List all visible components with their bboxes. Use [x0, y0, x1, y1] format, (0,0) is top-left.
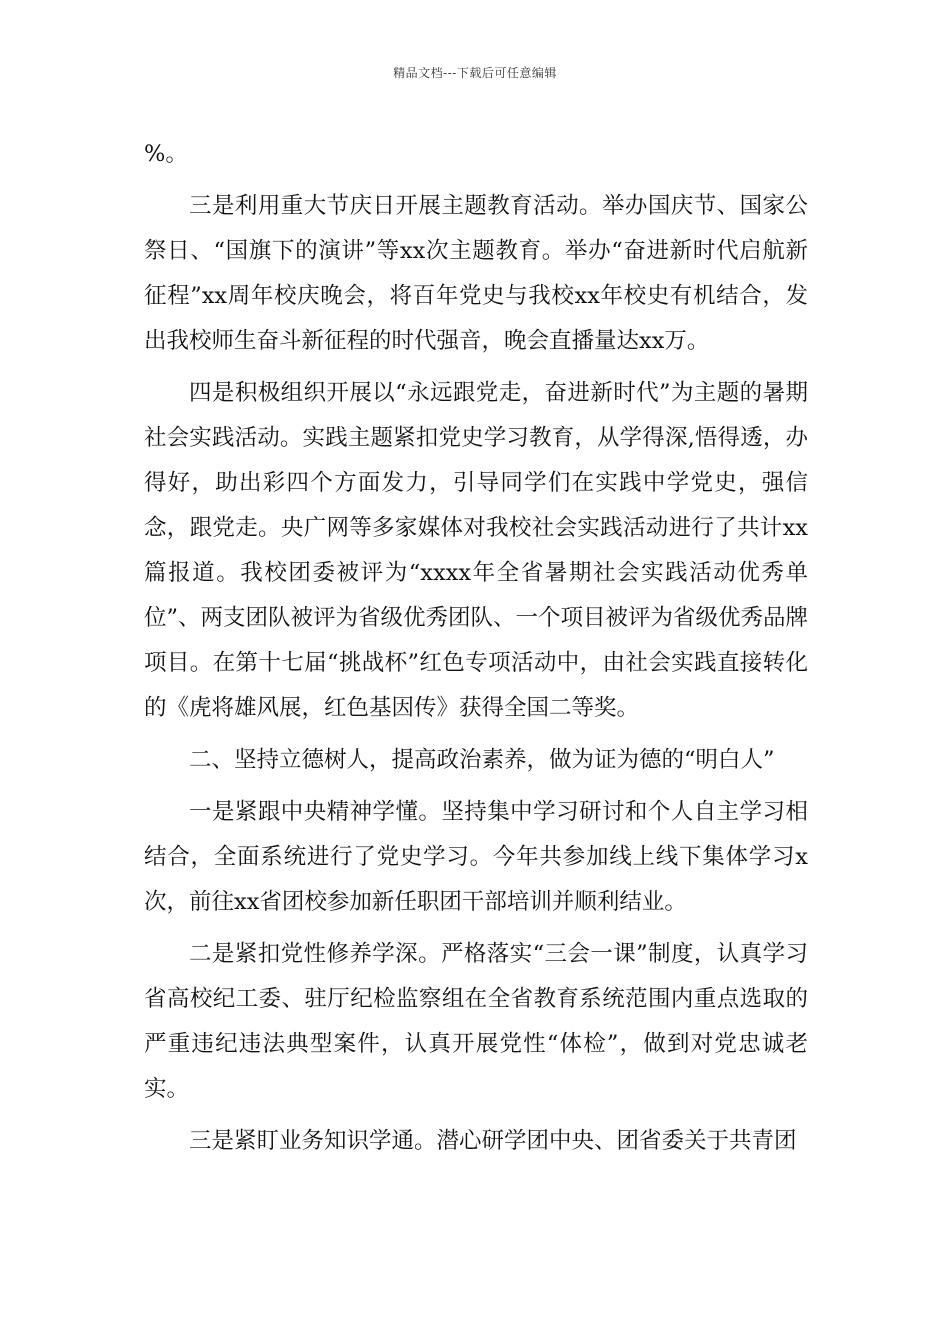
- paragraph-continuation: %。: [144, 141, 188, 167]
- paragraph-theme-education: 三是利用重大节庆日开展主题教育活动。举办国庆节、国家公祭日、“国旗下的演讲”等xx次主题教育。举办“奋进新时代启航新征程”xx周年校庆晚会，将百年党史与我校xx年校史有机结合，发出我校师生奋斗新征程的时代强音，晚会直播量达xx万。: [144, 193, 808, 354]
- paragraph-business-knowledge: 三是紧盯业务知识学通。潜心研学团中央、团省委关于共青团: [189, 1128, 797, 1154]
- document-body: [144, 132, 808, 1171]
- page-header: 精品文档---下载后可任意编辑: [393, 66, 557, 80]
- paragraph-central-spirit: 一是紧跟中央精神学懂。坚持集中学习研讨和个人自主学习相结合，全面系统进行了党史学习。今年共参加线上线下集体学习x次，前往xx省团校参加新任职团干部培训并顺利结业。: [144, 799, 808, 915]
- section-heading-two: 二、坚持立德树人，提高政治素养，做为证为德的“明白人”: [189, 747, 775, 773]
- paragraph-party-cultivation: 二是紧扣党性修养学深。严格落实“三会一课”制度，认真学习省高校纪工委、驻厅纪检监察组在全省教育系统范围内重点选取的严重违纪违法典型案件，认真开展党性“体检”，做到对党忠诚老实。: [144, 941, 808, 1102]
- paragraph-summer-practice: 四是积极组织开展以“永远跟党走，奋进新时代”为主题的暑期社会实践活动。实践主题紧扣党史学习教育，从学得深,悟得透，办得好，助出彩四个方面发力，引导同学们在实践中学党史，强信念，跟党走。央广网等多家媒体对我校社会实践活动进行了共计xx篇报道。我校团委被评为“xxxx年全省暑期社会实践活动优秀单位”、两支团队被评为省级优秀团队、一个项目被评为省级优秀品牌项目。在第十七届“挑战杯”红色专项活动中，由社会实践直接转化的《虎将雄风展，红色基因传》获得全国二等奖。: [144, 380, 809, 721]
